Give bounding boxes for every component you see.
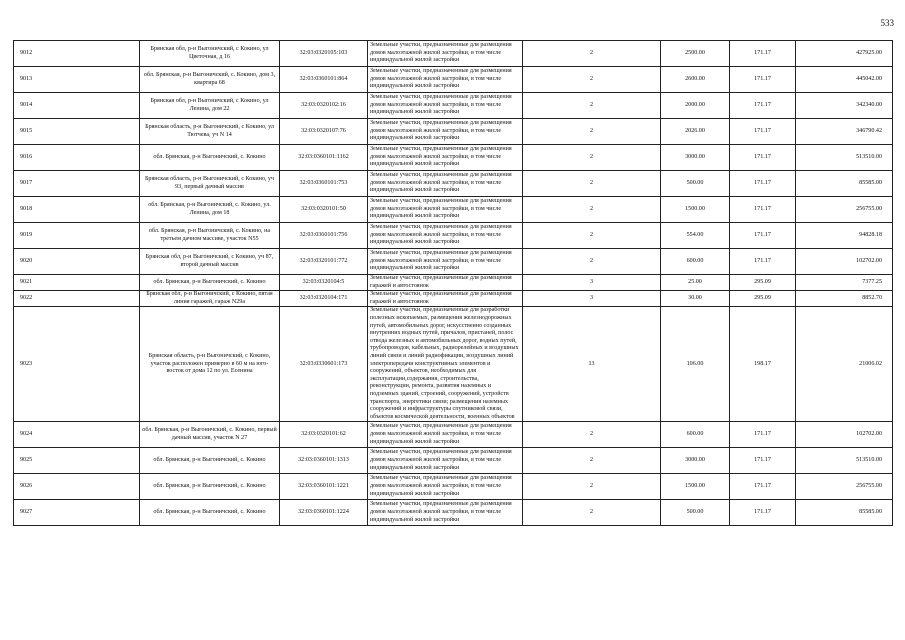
- area-cell: 3000.00: [661, 145, 730, 171]
- specific-value-cell: 295.09: [730, 275, 796, 291]
- use-group-cell: 2: [523, 171, 661, 197]
- specific-value-cell: 198.17: [730, 307, 796, 422]
- use-group-cell: 2: [523, 41, 661, 67]
- table-row: [14, 291, 893, 307]
- table-row: [14, 249, 893, 275]
- row-number-cell: 9018: [14, 197, 140, 223]
- address-cell: обл. Брянская, р-н Выгоничский, с. Кокино: [140, 448, 280, 474]
- land-use-cell: Земельные участки, предназначенные для размещения домов малоэтажной жилой застройки, в том числе индивидуальной жилой застройки: [368, 41, 523, 67]
- land-use-cell: Земельные участки, предназначенные для размещения гаражей и автостоянок: [368, 291, 523, 307]
- cadastral-value-cell: 445042.00: [796, 67, 893, 93]
- row-number-cell: 9022: [14, 291, 140, 307]
- table-row: [14, 119, 893, 145]
- address-cell: Брянская обл, р-н Выгоничский, с Кокино, ул Цветочная, д 16: [140, 41, 280, 67]
- area-cell: 600.00: [661, 422, 730, 448]
- row-number-cell: 9012: [14, 41, 140, 67]
- land-use-cell: Земельные участки, предназначенные для размещения домов малоэтажной жилой застройки, в том числе индивидуальной жилой застройки: [368, 119, 523, 145]
- cadastral-value-cell: 346790.42: [796, 119, 893, 145]
- cadastral-number-cell: 32:03:0360101:756: [280, 223, 368, 249]
- row-number-cell: 9017: [14, 171, 140, 197]
- address-cell: обл. Брянская, р-н Выгоничский, с. Кокино, ул. Ленина, дом 18: [140, 197, 280, 223]
- address-cell: обл. Брянская, р-н Выгоничский, с. Кокино, первый дачный массив, участок N 27: [140, 422, 280, 448]
- area-cell: 500.00: [661, 171, 730, 197]
- page-number: 533: [880, 18, 894, 28]
- cadastral-value-cell: 94828.18: [796, 223, 893, 249]
- address-cell: Брянская область, р-н Выгоничский, с Кокино, ул Тютчева, уч N 14: [140, 119, 280, 145]
- area-cell: 106.00: [661, 307, 730, 422]
- table-row: [14, 448, 893, 474]
- cadastral-number-cell: 32:03:0320102:16: [280, 93, 368, 119]
- table-row: [14, 171, 893, 197]
- specific-value-cell: 171.17: [730, 448, 796, 474]
- address-cell: обл. Брянская, р-н Выгоничский, с. Кокино: [140, 500, 280, 526]
- row-number-cell: 9021: [14, 275, 140, 291]
- cadastral-number-cell: 32:03:0320101:50: [280, 197, 368, 223]
- area-cell: 2500.00: [661, 41, 730, 67]
- row-number-cell: 9014: [14, 93, 140, 119]
- use-group-cell: 2: [523, 249, 661, 275]
- area-cell: 2600.00: [661, 67, 730, 93]
- specific-value-cell: 295.09: [730, 291, 796, 307]
- address-cell: Брянская обл, р-н Выгоничский, с Кокино, пятая линия гаражей, гараж N29а: [140, 291, 280, 307]
- cadastral-number-cell: 32:03:0320107:76: [280, 119, 368, 145]
- address-cell: Брянская область, р-н Выгоничский, с Кокино, уч 93, первый дачный массив: [140, 171, 280, 197]
- cadastral-value-cell: 7377.25: [796, 275, 893, 291]
- cadastral-value-cell: 513510.00: [796, 145, 893, 171]
- cadastral-value-cell: 102702.00: [796, 249, 893, 275]
- address-cell: Брянская обл, р-н Выгоничский, с Кокино, ул Ленина, дом 22: [140, 93, 280, 119]
- specific-value-cell: 171.17: [730, 197, 796, 223]
- use-group-cell: 2: [523, 197, 661, 223]
- row-number-cell: 9019: [14, 223, 140, 249]
- table-row: [14, 197, 893, 223]
- cadastral-number-cell: 32:03:0360101:1224: [280, 500, 368, 526]
- use-group-cell: 2: [523, 448, 661, 474]
- row-number-cell: 9027: [14, 500, 140, 526]
- land-use-cell: Земельные участки, предназначенные для размещения домов малоэтажной жилой застройки, в том числе индивидуальной жилой застройки: [368, 474, 523, 500]
- address-cell: Брянская область, р-н Выгоничский, с Кокино, участок расположен примерно в 60 м на юго-восток от дома 12 по ул. Есенина: [140, 307, 280, 422]
- table-row: [14, 93, 893, 119]
- table-row: [14, 67, 893, 93]
- cadastral-value-table: [13, 40, 893, 526]
- table-row: [14, 223, 893, 249]
- use-group-cell: 2: [523, 500, 661, 526]
- address-cell: обл. Брянская, р-н Выгоничский, с. Кокино, на третьем дачном массиве, участок N55: [140, 223, 280, 249]
- row-number-cell: 9024: [14, 422, 140, 448]
- land-use-cell: Земельные участки, предназначенные для размещения домов малоэтажной жилой застройки, в том числе индивидуальной жилой застройки: [368, 249, 523, 275]
- land-use-cell: Земельные участки, предназначенные для размещения домов малоэтажной жилой застройки, в том числе индивидуальной жилой застройки: [368, 500, 523, 526]
- row-number-cell: 9026: [14, 474, 140, 500]
- use-group-cell: 3: [523, 291, 661, 307]
- specific-value-cell: 171.17: [730, 223, 796, 249]
- table-row: [14, 500, 893, 526]
- cadastral-number-cell: 32:03:0320101:62: [280, 422, 368, 448]
- table-row: [14, 422, 893, 448]
- land-use-cell: Земельные участки, предназначенные для размещения домов малоэтажной жилой застройки, в том числе индивидуальной жилой застройки: [368, 145, 523, 171]
- specific-value-cell: 171.17: [730, 474, 796, 500]
- specific-value-cell: 171.17: [730, 145, 796, 171]
- cadastral-value-cell: 427925.00: [796, 41, 893, 67]
- specific-value-cell: 171.17: [730, 93, 796, 119]
- address-cell: обл. Брянская, р-н Выгоничский, с. Кокино: [140, 474, 280, 500]
- specific-value-cell: 171.17: [730, 500, 796, 526]
- address-cell: обл. Брянская, р-н Выгоничский, с. Кокино: [140, 275, 280, 291]
- area-cell: 554.00: [661, 223, 730, 249]
- cadastral-value-cell: 21006.02: [796, 307, 893, 422]
- cadastral-value-cell: 256755.00: [796, 197, 893, 223]
- row-number-cell: 9016: [14, 145, 140, 171]
- address-cell: Брянская обл, р-н Выгоничский, с Кокино, уч 87, второй дачный массив: [140, 249, 280, 275]
- specific-value-cell: 171.17: [730, 422, 796, 448]
- use-group-cell: 2: [523, 223, 661, 249]
- use-group-cell: 2: [523, 119, 661, 145]
- cadastral-value-cell: 513510.00: [796, 448, 893, 474]
- row-number-cell: 9025: [14, 448, 140, 474]
- land-use-cell: Земельные участки, предназначенные для размещения домов малоэтажной жилой застройки, в том числе индивидуальной жилой застройки: [368, 171, 523, 197]
- specific-value-cell: 171.17: [730, 249, 796, 275]
- area-cell: 500.00: [661, 500, 730, 526]
- area-cell: 3000.00: [661, 448, 730, 474]
- table-row: [14, 145, 893, 171]
- cadastral-value-cell: 342340.00: [796, 93, 893, 119]
- land-use-cell: Земельные участки, предназначенные для размещения домов малоэтажной жилой застройки, в том числе индивидуальной жилой застройки: [368, 422, 523, 448]
- address-cell: обл. Брянская, р-н Выгоничский, с. Кокино, дом 3, квартира 68: [140, 67, 280, 93]
- land-use-cell: Земельные участки, предназначенные для размещения домов малоэтажной жилой застройки, в том числе индивидуальной жилой застройки: [368, 93, 523, 119]
- table-row: [14, 275, 893, 291]
- area-cell: 2000.00: [661, 93, 730, 119]
- area-cell: 25.00: [661, 275, 730, 291]
- specific-value-cell: 171.17: [730, 41, 796, 67]
- row-number-cell: 9015: [14, 119, 140, 145]
- area-cell: 2026.00: [661, 119, 730, 145]
- cadastral-number-cell: 32:03:0320104:5: [280, 275, 368, 291]
- cadastral-number-cell: 32:03:0360101:1313: [280, 448, 368, 474]
- area-cell: 600.00: [661, 249, 730, 275]
- table-row: [14, 41, 893, 67]
- cadastral-number-cell: 32:03:0320101:772: [280, 249, 368, 275]
- cadastral-number-cell: 32:03:0360101:864: [280, 67, 368, 93]
- land-use-cell: Земельные участки, предназначенные для размещения домов малоэтажной жилой застройки, в том числе индивидуальной жилой застройки: [368, 67, 523, 93]
- land-use-cell: Земельные участки, предназначенные для размещения домов малоэтажной жилой застройки, в том числе индивидуальной жилой застройки: [368, 197, 523, 223]
- use-group-cell: 13: [523, 307, 661, 422]
- specific-value-cell: 171.17: [730, 171, 796, 197]
- cadastral-value-cell: 256755.00: [796, 474, 893, 500]
- cadastral-value-cell: 8852.70: [796, 291, 893, 307]
- row-number-cell: 9023: [14, 307, 140, 422]
- table-row: [14, 474, 893, 500]
- address-cell: обл. Брянская, р-н Выгоничский, с. Кокино: [140, 145, 280, 171]
- land-use-cell: Земельные участки, предназначенные для размещения гаражей и автостоянок: [368, 275, 523, 291]
- area-cell: 1500.00: [661, 474, 730, 500]
- specific-value-cell: 171.17: [730, 119, 796, 145]
- cadastral-number-cell: 32:03:0360101:1162: [280, 145, 368, 171]
- use-group-cell: 2: [523, 422, 661, 448]
- use-group-cell: 3: [523, 275, 661, 291]
- land-use-cell: Земельные участки, предназначенные для размещения домов малоэтажной жилой застройки, в том числе индивидуальной жилой застройки: [368, 448, 523, 474]
- specific-value-cell: 171.17: [730, 67, 796, 93]
- row-number-cell: 9020: [14, 249, 140, 275]
- area-cell: 1500.00: [661, 197, 730, 223]
- use-group-cell: 2: [523, 474, 661, 500]
- table-row: [14, 307, 893, 422]
- use-group-cell: 2: [523, 145, 661, 171]
- cadastral-value-cell: 85585.00: [796, 500, 893, 526]
- row-number-cell: 9013: [14, 67, 140, 93]
- land-use-cell: Земельные участки, предназначенные для размещения домов малоэтажной жилой застройки, в том числе индивидуальной жилой застройки: [368, 223, 523, 249]
- cadastral-number-cell: 32:03:0360101:753: [280, 171, 368, 197]
- use-group-cell: 2: [523, 93, 661, 119]
- cadastral-number-cell: 32:03:0320104:171: [280, 291, 368, 307]
- cadastral-value-cell: 85585.00: [796, 171, 893, 197]
- table-body: [14, 41, 893, 526]
- land-use-cell: Земельные участки, предназначенные для разработки полезных ископаемых, размещения железнодорожных путей, автомобильных дорог, искусственно созданных внутренних водных путей, причалов, пристаней, полос отвода железных и автомобильных дорог, водных путей, трубопроводов, кабельных, радиорелейных и воздушных линий связи и линий радиофикации, воздушных линий электропередачи конструктивных элементов и сооружений, объектов, необходимых для эксплуатации,содержания, строительства, реконструкции, ремонта, развития наземных и подземных зданий, строений, сооружений, устройств транспорта, энергетики связи; размещения наземных сооружений и инфраструктуры спутниковой связи, объектов космической деятельности, военных объектов: [368, 307, 523, 422]
- area-cell: 30.00: [661, 291, 730, 307]
- cadastral-number-cell: 32:03:0360101:1221: [280, 474, 368, 500]
- cadastral-value-cell: 102702.00: [796, 422, 893, 448]
- cadastral-number-cell: 32:03:0330601:173: [280, 307, 368, 422]
- cadastral-number-cell: 32:03:0320105:103: [280, 41, 368, 67]
- use-group-cell: 2: [523, 67, 661, 93]
